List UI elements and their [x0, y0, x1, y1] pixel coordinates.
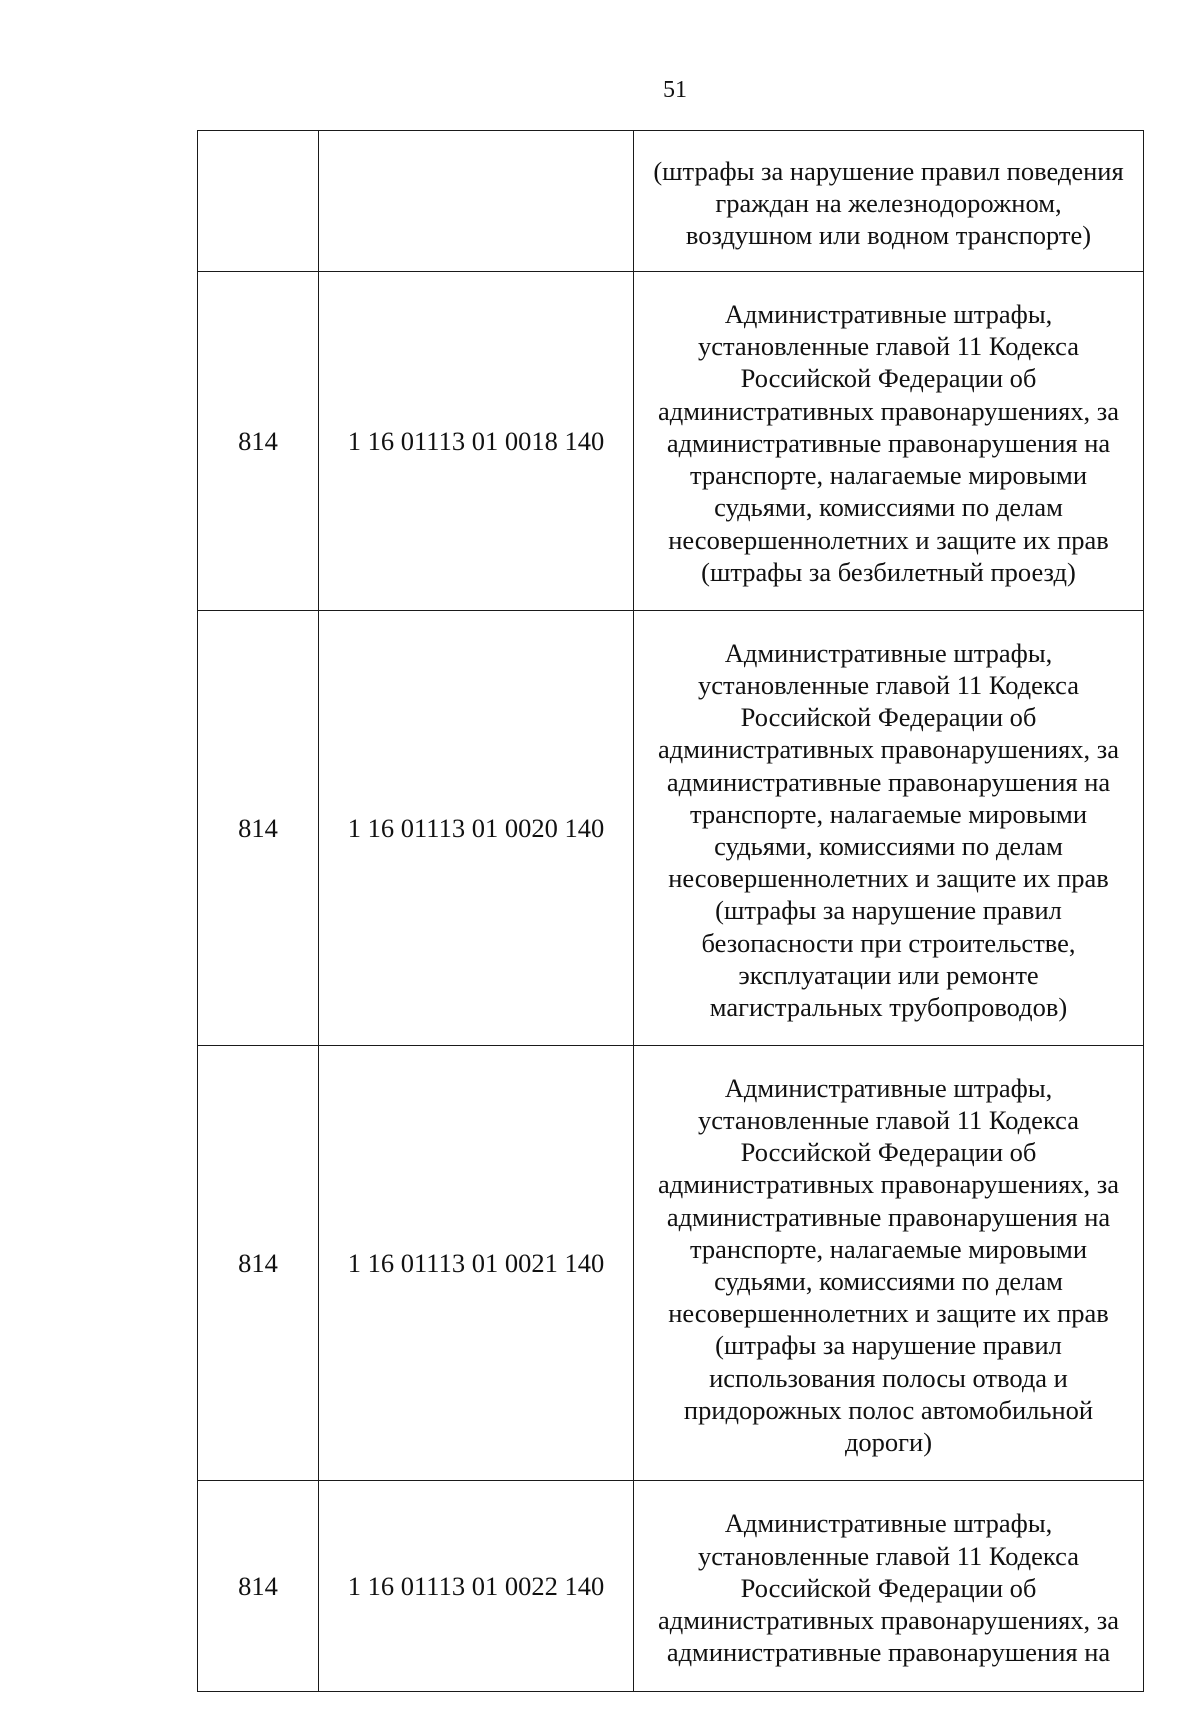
description-line: установленные главой 11 Кодекса: [697, 331, 1079, 362]
description-line: административных правонарушениях, за: [657, 1605, 1119, 1636]
description-line: граждан на железнодорожном,: [715, 187, 1062, 218]
description-line: несовершеннолетних и защите их прав: [668, 524, 1109, 555]
description-line: (штрафы за нарушение правил поведения: [653, 155, 1124, 186]
description-line: установленные главой 11 Кодекса: [697, 669, 1079, 700]
table-row: [198, 1046, 1144, 1481]
description-cell: [634, 1046, 1144, 1481]
description-line: судьями, комиссиями по делам: [714, 1266, 1063, 1296]
description-line: Административные штрафы,: [724, 1072, 1053, 1103]
description-line: транспорте, налагаемые мировыми: [689, 460, 1088, 491]
description-line: административные правонарушения на: [666, 1637, 1111, 1668]
budget-code-cell: [319, 131, 634, 272]
table-row: [198, 272, 1144, 611]
admin-code-cell: 814: [198, 1046, 319, 1481]
budget-code-cell: 1 16 01113 01 0020 140: [319, 611, 634, 1046]
description-line: судьями, комиссиями по делам: [714, 831, 1063, 861]
description-line: установленные главой 11 Кодекса: [697, 1104, 1079, 1135]
description-line: судьями, комиссиями по делам: [714, 492, 1063, 523]
description-line: административные правонарушения на: [666, 1201, 1111, 1232]
description-line: административные правонарушения на: [666, 427, 1111, 458]
table-row: [198, 1481, 1144, 1692]
page-number: 51: [663, 77, 687, 103]
budget-code-cell: 1 16 01113 01 0022 140: [319, 1481, 634, 1692]
description-line: придорожных полос автомобильной: [683, 1394, 1094, 1425]
description-line: дороги): [844, 1427, 933, 1458]
description-line: (штрафы за нарушение правил: [715, 1330, 1062, 1361]
description-line: несовершеннолетних и защите их прав: [668, 1298, 1109, 1329]
description-cell: [634, 1481, 1144, 1692]
description-line: административных правонарушениях, за: [657, 1169, 1119, 1200]
table-row: [198, 131, 1144, 272]
description-line: Административные штрафы,: [724, 299, 1053, 330]
description-line: Административные штрафы,: [724, 1508, 1053, 1539]
description-line: магистральных трубопроводов): [709, 992, 1068, 1023]
description-line: транспорте, налагаемые мировыми: [689, 798, 1088, 829]
description-cell: [634, 272, 1144, 611]
table-row: [198, 611, 1144, 1046]
budget-codes-table: [197, 130, 1144, 1692]
admin-code-cell: 814: [198, 1481, 319, 1692]
description-line: административных правонарушениях, за: [657, 734, 1119, 765]
description-line: транспорте, налагаемые мировыми: [689, 1233, 1088, 1264]
description-line: воздушном или водном транспорте): [685, 220, 1092, 251]
description-line: Российской Федерации об: [740, 1572, 1037, 1603]
description-line: (штрафы за безбилетный проезд): [701, 556, 1076, 587]
description-line: Российской Федерации об: [740, 702, 1037, 733]
description-line: Российской Федерации об: [740, 363, 1037, 394]
admin-code-cell: 814: [198, 272, 319, 611]
budget-code-cell: 1 16 01113 01 0018 140: [319, 272, 634, 611]
admin-code-cell: 814: [198, 611, 319, 1046]
description-line: административных правонарушениях, за: [657, 395, 1119, 426]
description-line: Российской Федерации об: [740, 1137, 1037, 1168]
description-line: несовершеннолетних и защите их прав: [668, 863, 1109, 894]
description-line: эксплуатации или ремонте: [738, 959, 1039, 990]
description-line: административные правонарушения на: [666, 766, 1111, 797]
description-line: Административные штрафы,: [724, 637, 1053, 668]
description-cell: [634, 611, 1144, 1046]
description-line: (штрафы за нарушение правил: [715, 895, 1062, 926]
description-line: безопасности при строительстве,: [701, 927, 1076, 958]
admin-code-cell: [198, 131, 319, 272]
description-line: использования полосы отвода и: [709, 1362, 1068, 1393]
description-cell: [634, 131, 1144, 272]
budget-code-cell: 1 16 01113 01 0021 140: [319, 1046, 634, 1481]
description-line: установленные главой 11 Кодекса: [697, 1540, 1079, 1571]
